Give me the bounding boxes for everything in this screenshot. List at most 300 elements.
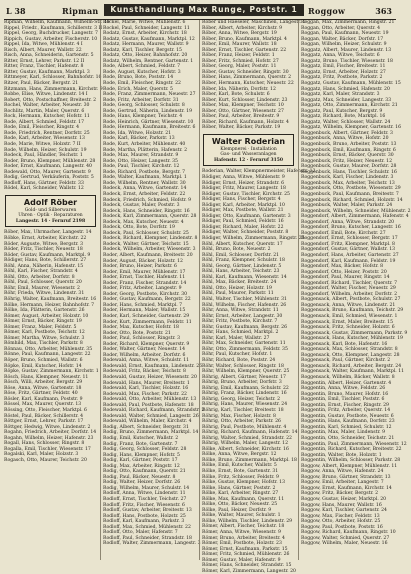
directory-entry: Rode, Wilhelm, Rentner, Wallstr. 30 (103, 180, 186, 186)
directory-entry: Röber, Walter, Bäcker, Parkstr. 19 (202, 125, 281, 131)
directory-entry: Rodeck, Ernst, Arbeiter, Feldstr. 22 (103, 191, 186, 197)
directory-entry: Roggan, Wilhelm, Heizer, Schulstr. 9 (301, 42, 387, 48)
directory-entry: Rodig, Paul, Bäcker, Neuestr. 8 (103, 474, 176, 480)
directory-entry: Rodloff, Hans, Gärtner, Feldstr. 33 (4, 180, 84, 186)
directory-entry: Röhr, Ernst, Arbeiter, Langestr. 30 (202, 313, 283, 319)
header-last-name: Roggow (308, 6, 346, 16)
directory-entry: Rodewald, Otto, Arbeiter, Mühlenstr. 13 (103, 397, 197, 403)
directory-entry: Risch, Anna, Schneiderin, Gartenstr. 5 (4, 53, 94, 59)
directory-entry: Rodig, Karl, Gärtner, Poststr. 17 (103, 458, 178, 464)
directory-entry: Roggentin, Emil, Tischler, Poststr. 6 (301, 397, 385, 403)
directory-entry: Röhrig, Walter, Kaufmann, Breitestr. 16 (4, 297, 97, 303)
directory-entry: Roggan, Max, Zimmermann, Ringstr. 21 (301, 20, 395, 25)
directory-entry: Rode, Franz, Zimmermann, Neuestr. 27 (103, 92, 196, 98)
directory-entry: Röstel, Paul, Bäcker, Schillerstr. 4 (4, 413, 84, 419)
page-number: 363 (375, 6, 392, 16)
directory-entry: Rockel, Marie, Witwe, Mühlenstr. 6 (103, 20, 186, 25)
directory-entry: Rodeck, Hans, Schneider, Ringstr. 16 (103, 208, 190, 214)
directory-entry: Röhr, Fritz, Postbote, Kirchstr. 7 (202, 319, 278, 325)
directory-entry: Rodewald, Karl, Tischler, Holzstr. 16 (103, 386, 189, 392)
directory-entry: Röber, Ida, Näherin, Dorfstr. 12 (202, 86, 276, 92)
directory-entry: Röttger, Ernst, Lehrer, Parkstr. 17 (4, 419, 84, 425)
directory-entry: Rodig, Hans, Klempner, Hofstr. 5 (103, 452, 180, 458)
directory-entry: Rölke, Gustav, Klempner, Hofstr. 13 (202, 480, 285, 486)
directory-entry: Rodig, Wilhelm, Maurer, Schulstr. 14 (103, 485, 190, 491)
directory-entry: Röhl, Hans, Arbeiter, Teichstr. 23 (202, 269, 280, 275)
directory-entry: Rodeck, Richard, Klempner, Lindenstr. 8 (103, 236, 198, 242)
directory-entry: Röhl, Walter, Tischler, Mühlenstr. 31 (202, 297, 287, 303)
directory-entry: Roderian, Walter, Klempnermeister, Hafenstr. 12 (202, 169, 316, 175)
advertisement-address: Langestr. 14 · Fernruf 2198 (15, 218, 86, 224)
directory-entry: Rödiger, Ernst, Heizer, Strandstr. 6 (202, 180, 285, 186)
directory-entry: Röber, Karl, Bote, Schulstr. 6 (202, 92, 270, 98)
directory-entry: Röber, Georg, Maler, Poststr. 11 (202, 64, 277, 70)
column-1 (4, 20, 110, 560)
column-divider (100, 20, 101, 560)
directory-entry: Rippel, Ida, Witwe, Mühlenstr. 4 I (4, 42, 83, 48)
directory-entry: Roder, Bruno, Klempner, Mühlenstr. 28 (4, 158, 96, 164)
directory-entry: Rogall, Hans, Schlosser, Ringstr. 8 (4, 441, 85, 447)
directory-entry: Römer, Karl, Postbote, Teichstr. 12 (4, 330, 85, 336)
directory-entry: Rodig, Otto, Kaufmann, Querstr. 21 (103, 469, 186, 475)
directory-entry: Rode, Otto, Heizer, Langestr. 35 (103, 158, 178, 164)
directory-entry: Rode, Friedrich, Rentner, Dorfstr. 25 (4, 130, 90, 136)
directory-entry: Roggatz, Paul, Kutscher, Bergstr. 9 (301, 108, 383, 114)
directory-entry: Rodewald, Walter, Schmied, Langestr. 26 (103, 413, 199, 419)
directory-entry: Römer, Albert, Fischer, Teichstr. 18 (202, 524, 285, 530)
directory-entry: Roggow, Anna, Witwe, Hafenstr. 24 (301, 469, 384, 475)
directory-entry: Röber, Max, Uhrmacher, Langestr. 14 (4, 230, 92, 236)
directory-entry: Rölke, Ida, Plätterin, Gartenstr. 26 (4, 308, 85, 314)
directory-entry: Roggendorf, Emil, Bote, Kirchstr. 27 (301, 230, 386, 236)
directory-entry: Rodig, Max, Arbeiter, Ringstr. 12 (103, 463, 180, 469)
directory-entry: Röber, Anna, Witwe, Bergstr. 19 (202, 31, 277, 37)
directory-entry: Rode, Bruno, Bote, Poststr. 14 (103, 75, 174, 81)
directory-entry: Rode, Ida, Witwe, Holzstr. 21 (103, 130, 172, 136)
directory-entry: Roggow, Gustav, Heizer, Marktpl. 20 (301, 497, 387, 503)
directory-entry: Roggenbuck, Wilhelm, Schneider, Mühlenstr. 2 (301, 208, 411, 214)
directory-entry: Rössel, Max, Maurer, Querstr. 13 (4, 402, 82, 408)
directory-entry: Römer, Hans, Schneider, Strandstr. 15 (202, 563, 292, 569)
directory-entry: Röbke, Ernst, Arbeiter, Kirchstr. 22 (4, 236, 87, 241)
directory-entry: Rödiger, Hans, Fischer, Bergstr. 4 (202, 197, 281, 203)
directory-entry: Roggendorf, Karl, Kaufmann, Feldstr. 19 (301, 258, 396, 264)
directory-entry: Rölke, Paul, Heizer, Dorfstr. 9 (202, 507, 272, 513)
directory-entry: Rode, Richard, Postbote, Bergstr. 7 (103, 169, 186, 175)
directory-entry: Rölke, Otto, Bäcker, Neuestr. 25 (202, 502, 278, 508)
directory-entry: Roggatz, Richard, Bote, Marktpl. 16 (301, 114, 386, 120)
directory-entry: Römer, Anna, Witwe, Wiesenstr. 9 (202, 529, 281, 535)
directory-entry: Rödiger, Richard, Maler, Hofstr. 22 (202, 224, 284, 230)
directory-entry: Rodeck, Wilhelm, Arbeiter, Wiesenstr. 3 (103, 247, 196, 253)
directory-entry: Rölke, Anna, Witwe, Bergstr. 12 (202, 452, 277, 458)
directory-entry: Röhl, Otto, Heizer, Holzstr. 19 (202, 285, 272, 291)
directory-entry: Röhrig, Emil, Kaufmann, Schulstr. 22 (202, 385, 289, 391)
directory-entry: Rode, Hermann, Kaufmann, Breitestr. 6 (103, 125, 196, 131)
directory-entry: Röber, Ernst, Tischler, Gartenstr. 22 (202, 47, 287, 53)
directory-entry: Roggow, Paul, Postbote, Poststr. 16 (301, 524, 383, 530)
directory-entry: Röhl, Georg, Gärtner, Lindenstr. 5 (202, 263, 282, 269)
directory-entry: Roder, Kurt, Zimmermann, Feldstr. 11 (103, 319, 192, 325)
directory-entry: Roggensack, Wilhelm, Bäcker, Wallstr. 8 (301, 375, 395, 380)
directory-entry: Röber, Gustav, Schneider, Ringstr. 30 (202, 69, 289, 75)
directory-entry: Rödiger, Max, Postbote, Wallstr. 21 (202, 208, 284, 214)
directory-entry: Rippich, Gustav, Arbeiter, Fischerstr. 10 (4, 36, 98, 42)
directory-entry: Roggentin, Bruno, Maurer, Hofstr. 16 (301, 391, 389, 397)
directory-entry: Röhr, Walter, Schlosser, Ringstr. 18 (202, 363, 284, 369)
directory-entry: Röhrig, Karl, Tischler, Breitestr. 18 (202, 407, 284, 413)
directory-entry: Roggenbuck, Albert, Gärtner, Feldstr. 3 (301, 130, 393, 136)
directory-entry: Rodewald, Otto, Maurer, Gartenstr. 9 (4, 169, 91, 175)
directory-entry: Rodeck, Friedrich, Schmied, Hofstr. 9 (103, 197, 192, 203)
directory-entry: Ritzer, Paul, Bäcker, Bergstr. 21 (4, 81, 79, 87)
directory-entry: Roder, Bruno, Heizer, Parkstr. 6 (103, 264, 177, 270)
directory-entry: Rodewald, Wilhelm, Maler, Kirchstr. 4 (103, 419, 192, 425)
directory-entry: Roggentin, Fritz, Arbeiter, Querstr. 14 (301, 408, 391, 414)
directory-entry: Rodloff, Otto, Maler, Hafenstr. 7 (103, 530, 178, 536)
directory-entry: Roggatz, Hans, Schmied, Hafenstr. 20 (301, 86, 390, 92)
directory-entry: Röder, Gustav, Kaufmann, Marktpl. 9 (4, 252, 91, 258)
directory-entry: Rodewald, Hans, Maurer, Breitestr. 1 (103, 380, 190, 386)
directory-entry: Römer, August, Arbeiter, Holzstr. 10 (4, 313, 89, 319)
directory-entry: Rode, August, Kutscher, Hofstr. 3 (103, 69, 181, 75)
column-divider (199, 20, 200, 560)
directory-entry: Rode, Fritz, Arbeiter, Dorfstr. 31 (103, 97, 179, 103)
directory-entry: Rittmeyer, Karl, Schlosser, Bahnhofstr. 16 (4, 75, 102, 81)
directory-entry: Roggendorf, Wilhelm, Arbeiter, Dorfstr. 2 (301, 291, 398, 297)
advertisement-box (203, 134, 294, 167)
directory-entry: Ritter, Franz, Tischler, Hafenstr. 8 (4, 64, 84, 70)
directory-entry: Röber, Emil, Maurer, Wallstr. 18 (202, 42, 277, 48)
directory-entry: Römer, Martha, Witwe, Schulstr. 3 (4, 335, 85, 341)
directory-entry: Roggow, Otto, Arbeiter, Hofstr. 25 (301, 519, 381, 525)
directory-entry: Roggenbuck, Karl, Fischer, Lindenstr. 3 (301, 175, 394, 181)
column-4 (301, 20, 411, 560)
advertisement-title: Walter Roderian (211, 136, 286, 146)
directory-entry: Röber, Bruno, Kaufmann, Marktpl. 4 (202, 36, 287, 42)
directory-entry: Roggan, Paul, Kaufmann, Neuestr. 19 (301, 31, 389, 37)
directory-entry: Rödiger, Paul, Schmied, Feldstr. 16 (202, 219, 284, 225)
directory-entry: Roggensack, Paul, Gärtner, Kirchstr. 2 (301, 358, 391, 364)
directory-entry: Roggatz, Max, Schneider, Langestr. 33 (301, 97, 392, 103)
directory-entry: Röhl, Anna, Näherin, Hafenstr. 15 (4, 263, 84, 269)
directory-entry: Röder, Auguste, Witwe, Bergstr. 3 (4, 241, 84, 247)
directory-entry: Römer, Bruno, Arbeiter, Breitestr. 4 (202, 535, 285, 541)
directory-entry: Rodewald, Ernst, Kaufmann, Lindenstr. 26 (103, 363, 203, 369)
directory-entry: Roggensack, Gustav, Zimmermann, Parkstr. 9 (301, 330, 408, 336)
directory-entry: Roggendorf, Fritz, Klempner, Marktpl. 8 (301, 241, 395, 247)
directory-entry: Rodatz, Otto, Heizer, Bahnhofstr. 20 (103, 53, 188, 59)
directory-entry: Roggenbuck, Otto, Postbote, Wiesenstr. 29 (301, 186, 401, 192)
directory-entry: Roggentin, Gustav, Postbote, Neuestr. 6 (301, 413, 394, 419)
directory-entry: Röse, Anna, Witwe, Gartenstr. 18 (4, 385, 82, 391)
directory-entry: Röhrig, Hans, Maurer, Wiesenstr. 24 (202, 402, 288, 408)
directory-entry: Röse, Fritz, Gärtner, Feldstr. 40 (4, 391, 78, 397)
directory-entry: Rode, Kurt, Arbeiter, Mühlenstr. 40 (103, 142, 186, 148)
directory-entry: Roggenbuck, Richard, Schmied, Holzstr. 14 (301, 197, 403, 203)
directory-entry: Roggow, Bruno, Gärtner, Strandstr. 13 (301, 474, 391, 480)
directory-entry: Rode, Gertrud, Näherin, Lindenstr. 19 (103, 108, 192, 114)
directory-entry: Roder, Georg, Postbote, Kirchstr. 30 (103, 291, 188, 297)
directory-entry: Rönne, Paul, Kaufmann, Langestr. 22 (4, 352, 91, 358)
directory-entry: Röhr, Otto, Zimmermann, Feldstr. 35 (202, 346, 288, 352)
directory-entry: Rode, Martha, Plätterin, Hafenstr. 2 (103, 147, 188, 153)
directory-entry: Rode, Albert, Schmied, Feldstr. 7 (103, 64, 181, 70)
directory-entry: Röhrig, Georg, Heizer, Teichstr. 2 (202, 396, 281, 402)
directory-entry: Rodeck, Karl, Zimmermann, Querstr. 28 (103, 214, 197, 220)
advertisement-line: Uhren · Optik · Reparaturen (18, 213, 83, 219)
directory-entry: Rölke, Max, Kaufmann, Querstr. 11 (202, 496, 285, 502)
directory-entry: Römer, Ernst, Bäcker, Ringstr. 19 (4, 319, 82, 325)
directory-entry: Rodatz, Gustav, Kaufmann, Marktpl. 12 (103, 36, 195, 42)
directory-entry: Roggendorf, Gustav, Gärtner, Wallstr. 13 (301, 247, 396, 253)
directory-entry: Roggentin, Wilhelm, Schlosser, Parkstr. 28 (301, 458, 401, 464)
directory-entry: Röber, Franz, Heizer, Feldstr. 1 (202, 53, 275, 59)
header-first-name: Ripman (62, 6, 99, 16)
directory-entry: Röhrig, Franz, Bäcker, Lindenstr. 16 (202, 391, 287, 397)
directory-entry: Roder, Fritz, Arbeiter, Langestr. 9 (103, 286, 182, 292)
directory-entry: Roggentin, Walter, Bote, Holzstr. 1 (301, 452, 382, 458)
directory-entry: Röhr, Gustav, Kaufmann, Bergstr. 26 (202, 324, 287, 330)
directory-entry: Rode, Paul, Tischler, Kirchstr. 12 (103, 164, 180, 170)
directory-entry: Roggendorf, Paul, Maurer, Ringstr. 14 (301, 275, 390, 281)
directory-entry: Rodeck, Anna, Witwe, Gartenstr. 14 (103, 186, 187, 192)
directory-entry: Roggatz, Karl, Maler, Strandstr. 3 (301, 92, 380, 98)
directory-entry: Rogalla, Emil, Tischler, Wiesenstr. 17 (4, 446, 91, 452)
directory-entry: Röhrig, Max, Fischer, Holzstr. 8 (202, 413, 276, 419)
directory-entry: Rodeck, Max, Kutscher, Neuestr. 4 (103, 219, 184, 225)
directory-entry: Röhrig, Paul, Postbote, Mühlenstr. 4 (202, 424, 287, 430)
directory-entry: Röhl, Karl, Fischer, Strandstr. 4 (4, 269, 78, 275)
directory-entry: Roder, Albert, Kaufmann, Breitestr. 20 (103, 252, 193, 258)
directory-entry: Röhr, Frieda, Witwe, Lindenstr. 31 (4, 291, 85, 297)
directory-entry: Roggatz, Walter, Schlosser, Wallstr. 24 (301, 119, 391, 125)
column-2 (103, 20, 205, 560)
directory-entry: Rodloff, Anna, Witwe, Lindenstr. 11 (103, 491, 186, 497)
directory-entry: Röhr, Hans, Schmied, Marktpl. 2 (202, 330, 279, 336)
directory-entry: Ritter, Ernst, Lehrer, Parkstr. 12 II (4, 58, 85, 64)
directory-entry: Rodatz, Hermann, Maurer, Wallstr. 9 (103, 42, 189, 48)
directory-entry: Röder, Fritz, Tischler, Neuestr. 18 (4, 247, 83, 253)
directory-entry: Rodeck, Paul, Händler, Teichstr. 1 (4, 153, 83, 159)
directory-entry: Rodig, Gertrud, Verkäuferin, Poststr. 5 (4, 175, 94, 181)
directory-entry: Röber, Albert, Arbeiter, Kirchstr. 9 (202, 25, 283, 31)
directory-entry: Roder, Max, Kutscher, Hofstr. 18 (103, 325, 179, 331)
advertisement-line: Klempnerei · Installation (220, 146, 277, 152)
directory-entry: Rödiger, Karl, Arbeiter, Marktpl. 10 (202, 202, 285, 208)
directory-entry: Roggatz, Gustav, Kaufmann, Mühlenstr. 15 (301, 81, 401, 87)
directory-entry: Röttger, Hedwig, Witwe, Lindenstr. 2 (4, 424, 91, 430)
directory-entry: Rölke, Fritz, Schlosser, Feldstr. 9 (202, 474, 279, 480)
directory-entry: Rönnau, Otto, Arbeiter, Mühlenstr. 35 (4, 346, 93, 352)
directory-entry: Roggow, Emil, Arbeiter, Langestr. 7 (301, 480, 384, 486)
directory-entry: Rodloff, Walter, Zimmermann, Langestr. 3 (103, 541, 201, 547)
directory-entry: Roggow, Hans, Maurer, Wallstr. 16 (301, 502, 382, 508)
directory-entry: Rode, Karl, Bäcker, Parkstr. 13 (103, 136, 175, 142)
directory-entry: Röhrig, Albert, Gärtner, Neuestr. 17 (202, 374, 286, 380)
directory-entry: Rode, Marie, Witwe, Holzstr. 7 II (4, 142, 81, 148)
directory-entry: Ripman, Wilhelm, Kaufmann, Wilhelm-Str. 18 (4, 20, 110, 25)
directory-entry: Roggow, Karl, Tischler, Gartenstr. 24 (301, 508, 387, 514)
directory-entry: Roggensack, Bruno, Kaufmann, Teichstr. 29 (301, 308, 404, 314)
directory-entry: Roder, Otto, Bote, Poststr. 21 (103, 330, 171, 336)
directory-entry: Rölke, Walter, Maurer, Schulstr. 1 (202, 513, 281, 519)
directory-entry: Roggow, Max, Fischer, Feldstr. 13 (301, 513, 380, 519)
directory-entry: Roggendorf, Max, Bäcker, Hofstr. 8 (301, 264, 384, 270)
directory-entry: Roggenbuck, Fritz, Heizer, Neuestr. 12 (301, 158, 393, 164)
directory-entry: Röper, Bruno, Schmied, Wallstr. 6 (4, 358, 83, 364)
directory-entry: Rock, Hermann, Kutscher, Hofstr. 11 (4, 114, 90, 120)
directory-entry: Röpke, Emil, Kutscher, Hofstr. 14 (4, 363, 82, 369)
directory-entry: Rodloff, Hans, Postbote, Holzstr. 25 (103, 513, 186, 519)
directory-entry: Roggenbuck, Gustav, Maurer, Dorfstr. 28 (301, 164, 397, 170)
directory-entry: Rölke, Ernst, Bote, Gartenstr. 31 (202, 468, 279, 474)
directory-entry: Röber und Haeseler, Maschinen, Langestr. 5 (202, 20, 306, 25)
directory-entry: Roggentin, Anna, Witwe, Feldstr. 26 (301, 386, 386, 392)
directory-entry: Rödiger, Hans, Bote, Schillerstr. 27 (4, 258, 87, 264)
directory-entry: Roggatz, Emil, Fischer, Breitestr. 11 (301, 64, 386, 70)
directory-entry: Roggentin, Max, Maler, Lindenstr. 9 (301, 430, 386, 436)
directory-entry: Roder, Emil, Maurer, Mühlenstr. 17 (103, 269, 186, 275)
directory-entry: Rölke, Wilhelm, Tischler, Lindenstr. 29 (202, 518, 293, 524)
directory-entry: Rodig, Walter, Heizer, Dorfstr. 26 (103, 480, 181, 486)
directory-entry: Rodig, Georg, Schlosser, Feldstr. 28 (103, 447, 187, 453)
directory-entry: Roggentin, Paul, Zimmermann, Wiesenstr. 12 (301, 441, 407, 447)
directory-entry: Roggatz, Wilhelm, Klempner, Gartenstr. 16 (301, 125, 402, 131)
directory-entry: Rölke, Emil, Kutscher, Wallstr. 5 (202, 463, 277, 469)
advertisement-line: Gold- und Silberwaren (24, 207, 77, 213)
directory-entry: Rölke, Karl, Arbeiter, Ringstr. 27 (202, 491, 279, 497)
directory-entry: Roggentin, Albert, Heizer, Gartenstr. 4 (301, 380, 392, 386)
directory-entry: Rodig, Bruno, Zimmermann, Marktpl. 14 (103, 430, 199, 436)
directory-entry: Röhl, Bruno, Bote, Neuestr. 2 (202, 247, 271, 253)
directory-entry: Roggow, Ernst, Kaufmann, Kirchstr. 14 (301, 485, 392, 491)
directory-entry: Roggensack, Karl, Bote, Hafenstr. 16 (301, 341, 388, 347)
directory-entry: Röhr, Richard, Bote, Poststr. 24 (202, 358, 276, 364)
directory-entry: Rodloff, Ernst, Tischler, Teichstr. 27 (103, 497, 187, 503)
directory-entry: Röber, Hermann, Kutscher, Neuestr. 22 (202, 81, 294, 87)
directory-entry: Rode, Emil, Fleischer, Ringstr. 22 (103, 81, 181, 87)
directory-entry: Römer, Gustav, Maler, Hafenstr. 9 (202, 557, 281, 563)
directory-entry: Rodatz, Wilhelm, Rentner, Gartenstr. 1 (103, 58, 194, 64)
directory-entry: Roggendorf, Bruno, Kutscher, Langestr. 16 (301, 225, 401, 231)
directory-entry: Roder, Walter, Gärtner, Neuestr. 14 (103, 347, 186, 353)
directory-entry: Rödiger, Anna, Witwe, Mühlenstr. 9 (202, 174, 285, 180)
directory-entry: Röhrig, Wilhelm, Maler, Langestr. 12 (202, 441, 289, 447)
directory-entry: Roggow, Walter, Schmied, Querstr. 27 (301, 535, 390, 541)
directory-entry: Roder, Ernst, Kaufmann, Langestr. 40 (4, 164, 92, 170)
directory-entry: Röhrig, Walter, Schmied, Strandstr. 22 (202, 435, 292, 441)
directory-entry: Roggenbuck, Emil, Kaufmann, Ringstr. 6 (301, 147, 396, 153)
directory-entry: Rodloff, Paul, Schneider, Strandstr. 18 (103, 535, 192, 541)
directory-entry: Rogahn, Wilhelm, Heizer, Hafenstr. 23 (4, 435, 94, 441)
directory-entry: Rödiger, Fritz, Maurer, Langestr. 18 (202, 186, 286, 192)
directory-entry: Rössing, Otto, Fleischer, Marktpl. 6 (4, 407, 87, 413)
directory-entry: Rode, Wilhelm, Heizer, Schulstr. 19 (4, 147, 87, 153)
directory-entry: Rodloff, Karl, Kaufmann, Parkstr. 3 (103, 519, 185, 525)
directory-entry: Rockel, Paul, Schneider, Langestr. 11 (103, 25, 190, 31)
directory-entry: Röpke, Gustav, Zimmermann, Kirchstr. 1 (4, 369, 99, 375)
directory-entry: Rodewald, Max, Fischer, Parkstr. 22 (103, 391, 187, 397)
directory-entry: Roggentin, Ernst, Fischer, Ringstr. 29 (301, 402, 389, 408)
directory-entry: Roggatz, Albert, Maurer, Lindenstr. 13 (301, 47, 392, 53)
directory-entry: Röhr, Anna, Witwe, Strandstr. 11 (202, 308, 279, 314)
directory-entry: Roggenbuck, Walter, Maler, Parkstr. 24 (301, 203, 393, 209)
directory-entry: Rippel, Friedr., Kaufmann, Schillerstr. 3 II (4, 25, 103, 31)
directory-entry: Rode, Georg, Schlosser, Schulstr. 8 (103, 103, 185, 109)
directory-entry: Ritter, Gustav, Kaufmann, Marktpl. 3 (4, 69, 90, 75)
directory-entry: Roggensack, Anna, Witwe, Lindenstr. 21 (301, 302, 396, 308)
directory-entry: Röhl, Max, Bäcker, Breitestr. 24 (202, 280, 277, 286)
directory-entry: Röhr, Max, Schneider, Gartenstr. 11 (202, 341, 286, 347)
directory-entry: Rölke, Hermann, Heizer, Bahnhofstr. 7 (4, 302, 95, 308)
directory-entry: Röber, Fritz, Schmied, Hofstr. 27 (202, 58, 279, 64)
directory-entry: Rodig, Albert, Schneider, Bergstr. 31 (103, 424, 189, 430)
directory-entry: Rode, Hans, Klempner, Teichstr. 4 (103, 114, 183, 120)
directory-entry: Rodeck, Gustav, Maler, Poststr. 3 (103, 203, 180, 209)
directory-entry: Roder, Franz, Fischer, Strandstr. 14 (103, 280, 187, 286)
directory-entry: Rösler, Karl, Kaufmann, Poststr. 9 (4, 396, 83, 402)
directory-entry: Rodatz, Ernst, Arbeiter, Kirchstr. 18 (103, 31, 187, 37)
directory-entry: Rölke, Albert, Schneider, Kirchstr. 16 (202, 446, 289, 452)
directory-entry: Roder, Karl, Schneider, Gartenstr. 29 (103, 313, 190, 319)
directory-entry: Röber, Richard, Kaufmann, Holzstr. 4 (202, 119, 289, 125)
directory-entry: Roggenbuck, Bruno, Arbeiter, Poststr. 13 (301, 142, 397, 148)
directory-entry: Rödiger, Wilhelm, Zimmermann, Ringstr. 25 (202, 236, 305, 241)
directory-entry: Röhl, Paul, Schlosser, Querstr. 20 (4, 280, 82, 286)
directory-entry: Roggendorf, Ernst, Schlosser, Bergstr. 17 (301, 236, 398, 242)
column-divider (298, 20, 299, 560)
directory-entry: Rode, Emil, Fleischer, Ringstr. 4 (4, 125, 79, 131)
directory-entry: Röhrig, Bruno, Arbeiter, Dorfstr. 3 (202, 380, 282, 386)
directory-entry: Rode, Albert, Schmied, Feldstr. 17 (4, 119, 85, 125)
directory-entry: Ritzmann, Hans, Zimmermann, Kirchstr. 9 (4, 86, 103, 92)
advertisement-title: Adolf Röber (23, 197, 78, 207)
directory-entry: Röhl, Albert, Kutscher, Querstr. 17 (202, 241, 283, 247)
directory-entry: Rödiger, Walter, Schneider, Poststr. 8 (202, 230, 289, 236)
directory-entry: Rösch, Willi, Arbeiter, Bergstr. 29 (4, 380, 83, 386)
directory-entry: Rodig, Franz, Bote, Gartenstr. 7 (103, 441, 178, 447)
directory-entry: Rode, Walter, Kaufmann, Marktpl. 1 (103, 175, 187, 181)
directory-entry: Rodewald, Paul, Postbote, Hafenstr. 18 (103, 402, 194, 408)
directory-entry: Rochel, Walter, Arbeiter, Neuestr. 30 (4, 103, 90, 109)
directory-entry: Roggensack, Walter, Kaufmann, Marktpl. 11 (301, 369, 405, 375)
directory-entry: Roggow, Albert, Klempner, Mühlenstr. 11 (301, 463, 398, 469)
directory-entry: Roder, Wilhelm, Arbeiter, Dorfstr. 6 (103, 352, 186, 358)
directory-entry: Roggendorf, Otto, Heizer, Poststr. 20 (301, 269, 387, 275)
directory-entry: Rodeck, Walter, Gärtner, Teichstr. 15 (103, 241, 189, 247)
directory-entry: Roggendorf, Walter, Fischer, Neuestr. 29 (301, 286, 396, 292)
directory-entry: Rode, Heinrich, Gärtner, Wiesenstr. 10 (103, 119, 194, 125)
directory-entry: Rödiger, Gustav, Tischler, Kirchstr. 25 (202, 191, 290, 197)
directory-entry: Römer, Karl, Zimmermann, Langestr. 20 (202, 568, 296, 574)
directory-entry: Röhrig, Richard, Kaufmann, Hafenstr. 14 (202, 430, 298, 436)
directory-entry: Röhr, Karl, Maler, Wallstr. 27 (202, 335, 270, 341)
directory-entry: Roggensack, Hans, Kutscher, Mühlenstr. 19 (301, 336, 403, 342)
directory-entry: Römer, Emil, Postbote, Holzstr. 23 (202, 541, 282, 547)
directory-entry: Rode, Max, Maurer, Strandstr. 9 (103, 153, 179, 159)
page-header (4, 3, 396, 20)
directory-entry: Römer, Franz, Maler, Feldstr. 5 (4, 324, 77, 330)
directory-entry: Roder, Richard, Klempner, Querstr. 9 (103, 341, 190, 347)
directory-entry: Römer, Ernst, Kaufmann, Parkstr. 15 (202, 546, 288, 552)
directory-entry: Röber, Paul, Arbeiter, Breitestr. 9 (202, 114, 280, 120)
directory-entry: Robert, Otto, Postschaffner, Breitestr. 2 (4, 97, 97, 103)
directory-entry: Röber, Hans, Zimmermann, Querstr. 2 (202, 75, 292, 81)
directory-entry: Rodewald, Gustav, Heizer, Wiesenstr. 20 (103, 375, 197, 380)
advertisement-line: Gas- und Wasseranlagen (220, 152, 277, 158)
directory-entry: Roggensack, Max, Schlosser, Strandstr. 8 (301, 347, 398, 353)
